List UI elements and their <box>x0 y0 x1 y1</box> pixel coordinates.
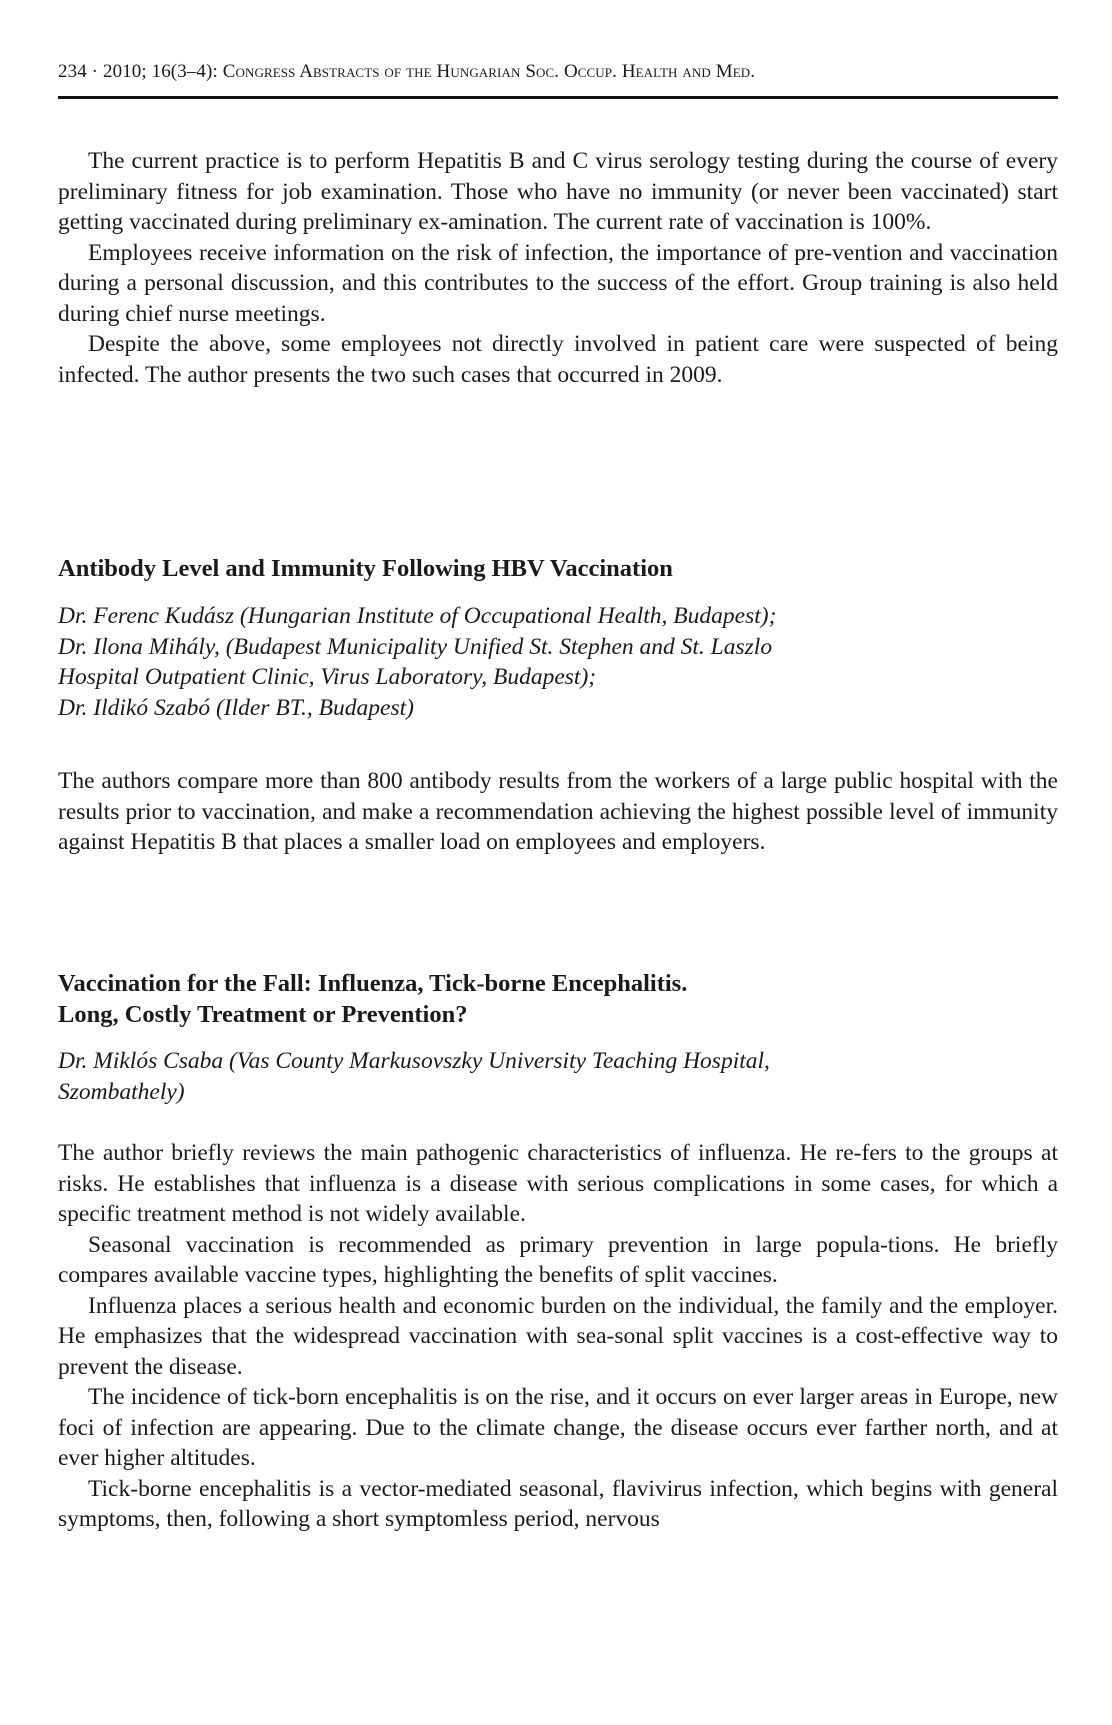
abstract-body <box>58 766 1058 858</box>
author-line: Dr. Ildikó Szabó (Ilder BT., Budapest) <box>58 694 414 721</box>
abstract-title <box>58 968 1058 1030</box>
header-rule <box>58 96 1058 99</box>
journal-section: Congress Abstracts of the Hungarian Soc. Occup. Health and Med. <box>222 61 756 82</box>
page-number: 234 <box>58 61 87 82</box>
citation: 2010; 16(3–4): <box>102 61 218 82</box>
paragraph: Employees receive information on the risk of infection, the importance of pre-vention and vaccination during a personal discussion, and this contributes to the success of the effort. Group training is also held during chief nurse meetings. <box>58 239 1058 327</box>
intro-text <box>58 146 1058 390</box>
paragraph: The authors compare more than 800 antibody results from the workers of a large public hospital with the results prior to vaccination, and make a recommendation achieving the highest possible level of immunity against Hepatitis B that places a smaller load on employees and employers. <box>58 768 1058 855</box>
paragraph: Seasonal vaccination is recommended as primary prevention in large popula-tions. He briefly compares available vaccine types, highlighting the benefits of split vaccines. <box>58 1231 1058 1288</box>
author-line: Dr. Ferenc Kudász (Hungarian Institute of Occupational Health, Budapest); <box>58 603 777 629</box>
paragraph: Influenza places a serious health and economic burden on the individual, the family and the employer. He emphasizes that the widespread vaccination with sea-sonal split vaccines is a cost-effective way to prevent the disease. <box>58 1292 1058 1380</box>
author-line: Dr. Miklós Csaba (Vas County Markusovszky University Teaching Hospital, <box>58 1048 770 1074</box>
abstract-title: Antibody Level and Immunity Following HBV Vaccination <box>58 555 673 582</box>
abstract-authors <box>58 1046 1058 1107</box>
author-line: Szombathely) <box>58 1078 185 1105</box>
title-line: Long, Costly Treatment or Prevention? <box>58 1001 468 1028</box>
paragraph: Tick-borne encephalitis is a vector-mediated seasonal, flavivirus infection, which begins with general symptoms, then, following a short symptomless period, nervous <box>58 1475 1058 1532</box>
running-header <box>58 60 1058 84</box>
paragraph: The author briefly reviews the main pathogenic characteristics of influenza. He re-fers to the groups at risks. He establishes that influenza is a disease with serious complications in some cases, for which a specific treatment method is not widely available. <box>58 1140 1058 1227</box>
paragraph: The incidence of tick-born encephalitis is on the rise, and it occurs on ever larger areas in Europe, new foci of infection are appearing. Due to the climate change, the disease occurs ever farther north, and at ever higher altitudes. <box>58 1384 1058 1471</box>
author-line: Dr. Ilona Mihály, (Budapest Municipality Unified St. Stephen and St. Laszlo <box>58 633 773 660</box>
abstract-body <box>58 1138 1058 1535</box>
abstract-authors <box>58 601 1058 723</box>
title-line: Vaccination for the Fall: Influenza, Tick-borne Encephalitis. <box>58 970 688 997</box>
header-separator: · <box>91 61 99 82</box>
paragraph: The current practice is to perform Hepatitis B and C virus serology testing during the course of every preliminary fitness for job examination. Those who have no immunity (or never been vaccinated) start getting vaccinated during preliminary ex-amination. The current rate of vaccination is 100%. <box>58 148 1058 235</box>
paragraph: Despite the above, some employees not directly involved in patient care were suspected of being infected. The author presents the two such cases that occurred in 2009. <box>58 331 1058 388</box>
author-line: Hospital Outpatient Clinic, Virus Laboratory, Budapest); <box>58 664 597 690</box>
